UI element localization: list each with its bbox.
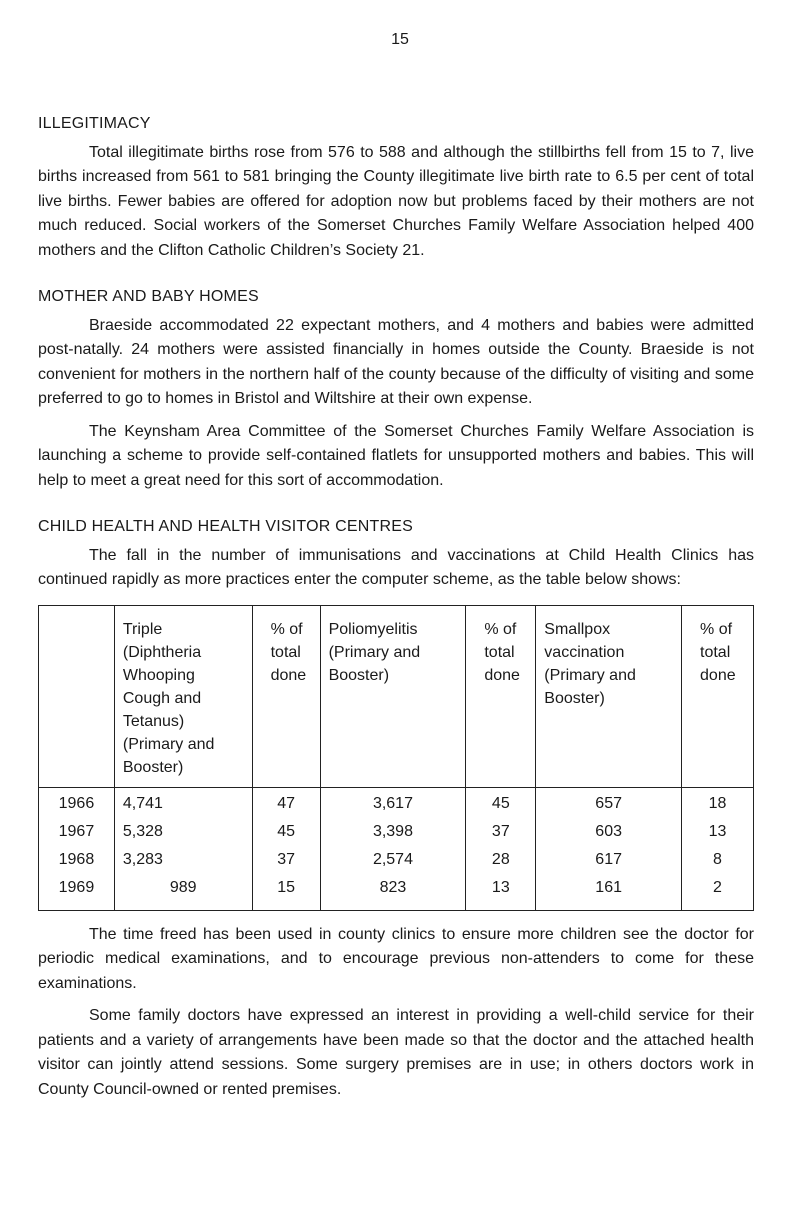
cell-polio-percent: 37 xyxy=(466,818,536,846)
cell-triple: 4,741 xyxy=(114,787,252,818)
cell-polio: 3,617 xyxy=(320,787,466,818)
section-illegitimacy xyxy=(38,112,754,263)
table-row xyxy=(39,874,754,911)
section-heading: CHILD HEALTH AND HEALTH VISITOR CENTRES xyxy=(38,518,413,535)
cell-smallpox: 657 xyxy=(536,787,682,818)
cell-year: 1967 xyxy=(39,818,115,846)
cell-smallpox: 617 xyxy=(536,846,682,874)
cell-triple: 989 xyxy=(114,874,252,911)
cell-year: 1966 xyxy=(39,787,115,818)
cell-smallpox-percent: 8 xyxy=(682,846,754,874)
cell-smallpox: 603 xyxy=(536,818,682,846)
header-polio-percent: % of total done xyxy=(466,605,536,787)
document-body xyxy=(38,112,754,1110)
cell-polio: 3,398 xyxy=(320,818,466,846)
paragraph: Total illegitimate births rose from 576 to 588 and although the stillbirths fell from 15 to 7, live births increased from 561 to 581 bringing the County illegitimate live birth rate to 6.5 per cent of total live births. Fewer babies are offered for adoption now but problems faced by their mothers are not much reduced. Social workers of the Somerset Churches Family Welfare Association helped 400 mothers and the Clifton Catholic Children’s Society 21. xyxy=(38,143,754,259)
cell-polio-percent: 45 xyxy=(466,787,536,818)
cell-triple: 3,283 xyxy=(114,846,252,874)
cell-triple-percent: 37 xyxy=(252,846,320,874)
header-year xyxy=(39,605,115,787)
cell-triple-percent: 47 xyxy=(252,787,320,818)
cell-smallpox-percent: 13 xyxy=(682,818,754,846)
table-row xyxy=(39,787,754,818)
cell-smallpox-percent: 18 xyxy=(682,787,754,818)
header-triple-percent: % of total done xyxy=(252,605,320,787)
cell-polio-percent: 13 xyxy=(466,874,536,911)
header-triple: Triple (Diphtheria Whooping Cough and Tetanus) (Primary and Booster) xyxy=(114,605,252,787)
page-number: 15 xyxy=(391,31,409,48)
section-mother-baby-homes xyxy=(38,285,754,493)
cell-polio: 2,574 xyxy=(320,846,466,874)
cell-triple: 5,328 xyxy=(114,818,252,846)
paragraph: The Keynsham Area Committee of the Somerset Churches Family Welfare Association is launching a scheme to provide self-contained flatlets for unsupported mothers and babies. This will help to meet a great need for this sort of accommodation. xyxy=(38,422,754,489)
table-header-row xyxy=(39,605,754,787)
paragraph: The time freed has been used in county clinics to ensure more children see the doctor for periodic medical examinations, and to encourage previous non-attenders to come for these examinations. xyxy=(38,925,754,992)
table-row xyxy=(39,846,754,874)
header-smallpox-percent: % of total done xyxy=(682,605,754,787)
table-row xyxy=(39,818,754,846)
section-after-table xyxy=(38,923,754,1103)
cell-triple-percent: 15 xyxy=(252,874,320,911)
header-smallpox: Smallpox vaccination (Primary and Booster) xyxy=(536,605,682,787)
cell-smallpox-percent: 2 xyxy=(682,874,754,911)
cell-polio: 823 xyxy=(320,874,466,911)
header-polio: Poliomyelitis (Primary and Booster) xyxy=(320,605,466,787)
section-heading: MOTHER AND BABY HOMES xyxy=(38,288,259,305)
cell-smallpox: 161 xyxy=(536,874,682,911)
paragraph: Braeside accommodated 22 expectant mothers, and 4 mothers and babies were admitted post-natally. 24 mothers were assisted financially in homes outside the County. Braeside is not convenient for mothers in the northern half of the county because of the difficulty of visiting and some preferred to go to homes in Bristol and Wiltshire at their own expense. xyxy=(38,316,754,407)
paragraph: Some family doctors have expressed an interest in providing a well-child service for their patients and a variety of arrangements have been made so that the doctor and the attached health visitor can jointly attend sessions. Some surgery premises are in use; in others doctors work in County Council-owned or rented premises. xyxy=(38,1007,754,1098)
cell-polio-percent: 28 xyxy=(466,846,536,874)
vaccination-table xyxy=(38,605,754,911)
cell-year: 1968 xyxy=(39,846,115,874)
section-heading: ILLEGITIMACY xyxy=(38,115,151,132)
paragraph: The fall in the number of immunisations and vaccinations at Child Health Clinics has continued rapidly as more practices enter the computer scheme, as the table below shows: xyxy=(38,546,754,588)
section-child-health xyxy=(38,515,754,593)
cell-year: 1969 xyxy=(39,874,115,911)
cell-triple-percent: 45 xyxy=(252,818,320,846)
